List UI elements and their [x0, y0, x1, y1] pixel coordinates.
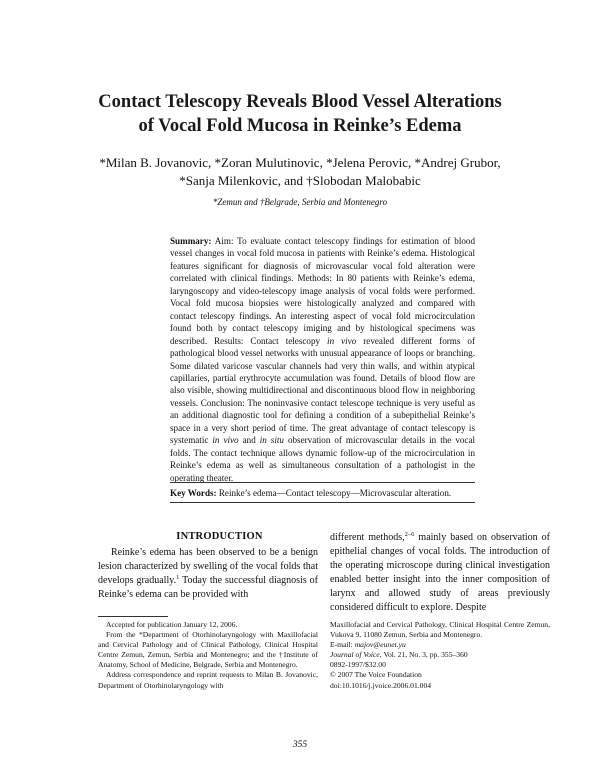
section-heading-introduction: INTRODUCTION	[176, 531, 263, 542]
authors-line-2: *Sanja Milenkovic, and †Slobodan Malobabic	[179, 173, 421, 188]
email-address[interactable]: majov@eunet.yu	[354, 640, 406, 650]
abstract-in-situ: in situ	[259, 435, 284, 446]
footnote-accepted: Accepted for publication January 12, 2006.	[106, 620, 238, 629]
title-line-1: Contact Telescopy Reveals Blood Vessel Alterations	[98, 92, 502, 112]
footnotes-left	[98, 620, 318, 691]
footnote-email	[330, 640, 550, 650]
authors-line-1: *Milan B. Jovanovic, *Zoran Mulutinovic, *Jelena Perovic, *Andrej Grubor,	[99, 155, 501, 170]
abstract-text-2: revealed different forms of pathological blood vessel networks with unusual appearance of loops or branching. Some dilated varicose vascular channels had very thin walls, and within atypical capillaries, partial erythrocyte accumulation was found. Details of blood flow are also visible, showing multidirectional and discontinuous blood flow in neighboring vessels. Conclusion: The noninvasive contact telescope technique is very useful as an additional diagnostic tool for defining a condition of a subepithelial Reinke’s space in a very short period of time. The great advantage of contact telescopy is systematic	[170, 335, 475, 446]
intro-col1-text-a: Reinke’s edema has been observed to be a benign lesion characterized by swelling of the vocal folds that develops gradually.	[98, 547, 318, 586]
abstract-text-1: Aim: To evaluate contact telescopy findings for estimation of blood vessel changes in vocal fold mucosa in patients with Reinke’s edema. Histological features significant for diagnosis of microvascular vocal fold alteration were correlated with clinical findings. Methods: In 80 patients with Reinke’s edema, laryngoscopy and video-telescopy image analysis of vocal folds were performed. Vocal fold mucosa biopsies were histologically analyzed and compared with contact telescopy findings. An interesting aspect of vocal fold microcirculation found both by contact telescopy imiging and by histological specimens was described. Results: Contact telescopy	[170, 236, 475, 346]
body-column-left	[98, 546, 318, 602]
title-line-2: of Vocal Fold Mucosa in Reinke’s Edema	[138, 116, 462, 136]
body-column-right	[330, 531, 550, 615]
keywords-bottom-rule	[170, 502, 475, 503]
footnote-copyright: © 2007 The Voice Foundation	[330, 670, 422, 680]
keywords	[170, 487, 475, 499]
footnote-issn: 0892-1997/$32.00	[330, 660, 386, 670]
affiliation: *Zemun and †Belgrade, Serbia and Montenegro	[212, 197, 388, 207]
abstract-in-vivo-2: in vivo	[212, 435, 239, 446]
intro-col2-text-a: different methods,	[330, 532, 405, 543]
author-list	[60, 154, 540, 190]
citation-ref-1: 1	[176, 574, 180, 581]
citation-ref-2-6: 2–6	[404, 531, 415, 538]
abstract-in-vivo: in vivo	[327, 335, 357, 346]
abstract	[170, 235, 475, 484]
abstract-label: Summary:	[170, 236, 212, 246]
footnote-from: From the *Department of Otorhinolaryngology with Maxillofacial and Cervical Pathology and of Clinical Pathology, Clinical Hospital Centre Zemun, Zemun, Serbia and Montenegro; and the †Institute of Anatomy, School of Medicine, Belgrade, Serbia and Montenegro.	[98, 630, 318, 670]
footnotes-right	[330, 620, 550, 691]
keywords-top-rule	[170, 482, 475, 483]
footnote-address-cont: Maxillofacial and Cervical Pathology, Clinical Hospital Centre Zemun, Vukova 9, 11080 Zemun, Serbia and Montenegro.	[330, 620, 550, 640]
footnote-rule	[98, 616, 168, 617]
footnote-journal	[330, 650, 550, 660]
abstract-text-3: observation of microvascular details in the vocal folds. The contact technique allows dynamic follow-up of the microcirculation in Reinke’s edema as well as simultaneous consultation of a pathologist in the operating theater.	[170, 435, 476, 483]
footnote-address: Address correspondence and reprint requests to Milan B. Jovanovic, Department of Otorhinolaryngology with	[98, 670, 318, 690]
email-label: E-mail:	[330, 640, 353, 650]
footnote-doi: doi:10.1016/j.jvoice.2006.01.004	[330, 680, 432, 690]
intro-col2-text-b: mainly based on observation of epithelial changes of vocal folds. The introduction of the operating microscope during clinical investigation enabled better insight into the inner composition of larynx and allowed study of areas previously considered difficult to explore. Despite	[330, 532, 551, 613]
page-number: 355	[292, 740, 308, 750]
keywords-text: Reinke’s edema—Contact telescopy—Microvascular alteration.	[218, 488, 452, 498]
article-title	[60, 90, 540, 138]
journal-info: Vol. 21, No. 3, pp. 355–360	[383, 650, 468, 660]
journal-name: Journal of Voice,	[330, 650, 382, 660]
intro-col1-text-b: Today the successful diagnosis of Reinke’s edema can be provided with	[98, 575, 318, 600]
keywords-label: Key Words:	[170, 488, 217, 498]
abstract-and: and	[242, 435, 256, 446]
